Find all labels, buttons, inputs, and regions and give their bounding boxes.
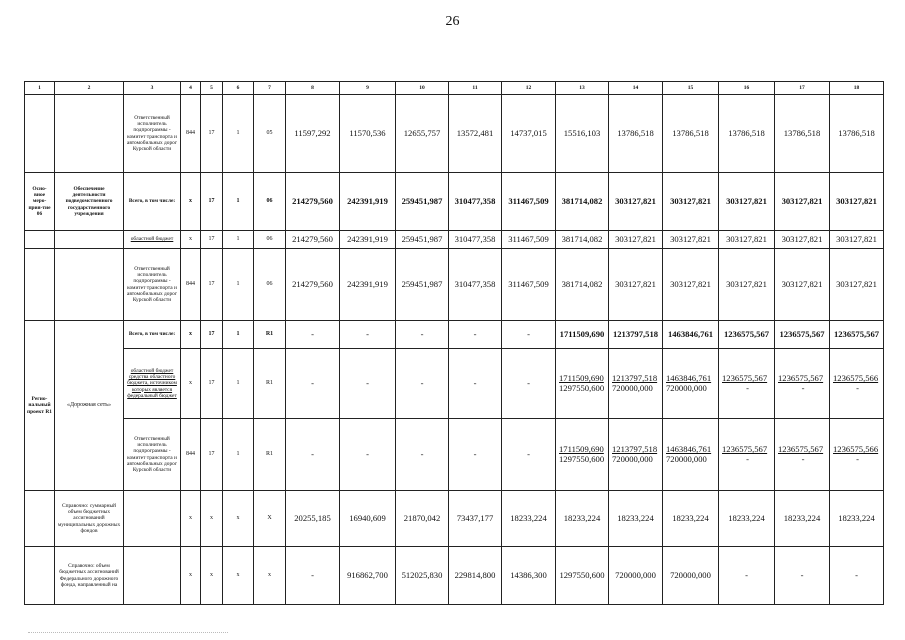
event-code-cell: Осно-вное меро-прия-тие 06 — [25, 173, 55, 231]
code-cell: x — [181, 491, 201, 547]
header-cell: 14 — [609, 82, 663, 95]
value-top: 1711509,690 — [559, 372, 604, 383]
value-cell — [719, 419, 775, 491]
header-cell: 10 — [396, 82, 449, 95]
header-cell: 18 — [830, 82, 884, 95]
value-top: 1236575,567 — [778, 372, 824, 383]
header-cell: 1 — [25, 82, 55, 95]
value-cell: 242391,919 — [340, 249, 396, 321]
code-cell: x — [201, 491, 223, 547]
value-bottom: 1297550,600 — [559, 453, 605, 464]
value-cell: 720000,000 — [663, 547, 719, 605]
header-cell: 7 — [254, 82, 286, 95]
value-cell: 311467,509 — [502, 249, 556, 321]
value-cell: - — [396, 349, 449, 419]
code-cell: 1 — [223, 95, 254, 173]
value-cell: 18233,224 — [719, 491, 775, 547]
executor-cell: Всего, в том числе: — [124, 173, 181, 231]
value-cell: 303127,821 — [719, 231, 775, 249]
event-name-cell: Обеспечение деятельности подведомственного государственного учреждения — [55, 173, 124, 231]
value-cell: - — [775, 547, 830, 605]
value-cell: 14737,015 — [502, 95, 556, 173]
table-row — [25, 419, 884, 491]
page-number: 26 — [445, 14, 460, 29]
value-top: 1463846,761 — [666, 443, 712, 454]
value-cell: 16940,609 — [340, 491, 396, 547]
value-cell: 303127,821 — [830, 173, 884, 231]
executor-cell: Ответственный исполнитель подпрограммы - комитет транспорта и автомобильных дорог Курской области — [124, 249, 181, 321]
header-cell: 5 — [201, 82, 223, 95]
value-bottom: - — [801, 453, 805, 464]
code-cell: x — [223, 491, 254, 547]
value-bottom: 1297550,600 — [559, 382, 605, 393]
value-cell: 242391,919 — [340, 231, 396, 249]
value-cell — [556, 419, 609, 491]
value-cell: 1236575,567 — [719, 321, 775, 349]
value-cell: - — [502, 349, 556, 419]
table-row — [25, 173, 884, 231]
value-cell: - — [719, 547, 775, 605]
code-cell: x — [201, 547, 223, 605]
table-row — [25, 321, 884, 349]
table-row — [25, 491, 884, 547]
code-cell: 844 — [181, 249, 201, 321]
value-cell: 214279,560 — [286, 249, 340, 321]
code-cell: 05 — [254, 95, 286, 173]
value-cell: - — [286, 321, 340, 349]
value-cell: 310477,358 — [449, 231, 502, 249]
value-cell: 1711509,690 — [556, 321, 609, 349]
code-cell: x — [181, 321, 201, 349]
value-cell: 13786,518 — [719, 95, 775, 173]
value-cell: 1463846,761 — [663, 321, 719, 349]
value-cell: - — [502, 321, 556, 349]
value-cell: 259451,987 — [396, 231, 449, 249]
code-cell: x — [181, 349, 201, 419]
value-bottom: 720000,000 — [666, 382, 707, 393]
value-cell: 18233,224 — [556, 491, 609, 547]
value-cell: - — [449, 349, 502, 419]
code-cell: 1 — [223, 321, 254, 349]
value-cell: 1297550,600 — [556, 547, 609, 605]
value-cell — [556, 349, 609, 419]
value-top: 1236575,566 — [833, 372, 879, 383]
value-cell: 18233,224 — [830, 491, 884, 547]
value-cell: 916862,700 — [340, 547, 396, 605]
value-cell: - — [340, 321, 396, 349]
value-cell: 303127,821 — [609, 249, 663, 321]
code-cell: 17 — [201, 321, 223, 349]
value-cell: 214279,560 — [286, 173, 340, 231]
header-cell: 16 — [719, 82, 775, 95]
event-code-cell — [25, 95, 55, 173]
code-cell: x — [223, 547, 254, 605]
event-name-cell: «Дорожная сеть» — [55, 321, 124, 491]
header-cell: 13 — [556, 82, 609, 95]
value-cell — [609, 419, 663, 491]
executor-cell: Ответственный исполнитель подпрограммы - комитет транспорта и автомобильных дорог Курской области — [124, 419, 181, 491]
table-row — [25, 249, 884, 321]
value-cell: - — [396, 321, 449, 349]
value-top: 1213797,518 — [612, 443, 658, 454]
value-cell: - — [396, 419, 449, 491]
value-top: 1463846,761 — [666, 372, 712, 383]
event-code-cell — [25, 231, 55, 249]
value-cell: 13786,518 — [663, 95, 719, 173]
table-row — [25, 547, 884, 605]
header-cell: 17 — [775, 82, 830, 95]
event-code-cell — [25, 491, 55, 547]
code-cell: x — [254, 547, 286, 605]
value-bottom: 720000,000 — [666, 453, 707, 464]
value-cell: 303127,821 — [775, 249, 830, 321]
value-cell: 73437,177 — [449, 491, 502, 547]
value-cell: 311467,509 — [502, 231, 556, 249]
value-cell: 11570,536 — [340, 95, 396, 173]
value-cell: 303127,821 — [663, 231, 719, 249]
value-cell: 11597,292 — [286, 95, 340, 173]
value-top: 1236575,567 — [778, 443, 824, 454]
value-cell — [609, 349, 663, 419]
value-cell: 303127,821 — [775, 231, 830, 249]
header-cell: 15 — [663, 82, 719, 95]
event-name-cell: Справочно: суммарный объем бюджетных ассигнований муниципальных дорожных фондов — [55, 491, 124, 547]
value-cell: 303127,821 — [830, 231, 884, 249]
budget-table — [24, 81, 884, 605]
value-cell: - — [449, 321, 502, 349]
event-name-cell — [55, 231, 124, 249]
value-cell: 720000,000 — [609, 547, 663, 605]
header-cell: 2 — [55, 82, 124, 95]
value-top: 1236575,566 — [833, 443, 879, 454]
header-cell: 8 — [286, 82, 340, 95]
header-cell: 12 — [502, 82, 556, 95]
table-row — [25, 95, 884, 173]
header-cell: 3 — [124, 82, 181, 95]
code-cell: 1 — [223, 173, 254, 231]
value-cell — [775, 349, 830, 419]
value-cell: 242391,919 — [340, 173, 396, 231]
code-cell: x — [181, 547, 201, 605]
value-cell: 259451,987 — [396, 249, 449, 321]
value-cell: 21870,042 — [396, 491, 449, 547]
value-bottom: - — [746, 453, 749, 464]
code-cell: x — [181, 173, 201, 231]
value-cell: 303127,821 — [775, 173, 830, 231]
footer-mark — [28, 632, 228, 636]
value-cell: - — [449, 419, 502, 491]
value-cell: - — [830, 547, 884, 605]
code-cell: 06 — [254, 231, 286, 249]
value-cell: - — [502, 419, 556, 491]
executor-cell — [124, 547, 181, 605]
value-cell: 381714,082 — [556, 173, 609, 231]
code-cell: 1 — [223, 419, 254, 491]
code-cell: x — [181, 231, 201, 249]
value-cell — [663, 419, 719, 491]
value-bottom: - — [856, 453, 859, 464]
value-cell: 1236575,567 — [830, 321, 884, 349]
value-cell: 13786,518 — [609, 95, 663, 173]
executor-cell: областной бюджет — [124, 231, 181, 249]
code-cell: 17 — [201, 95, 223, 173]
code-cell: 844 — [181, 419, 201, 491]
code-cell: 06 — [254, 173, 286, 231]
value-cell: 303127,821 — [719, 249, 775, 321]
value-cell: 259451,987 — [396, 173, 449, 231]
value-cell — [775, 419, 830, 491]
value-cell: - — [340, 419, 396, 491]
value-cell: 303127,821 — [609, 173, 663, 231]
value-cell — [830, 349, 884, 419]
value-cell: 303127,821 — [663, 173, 719, 231]
value-top: 1213797,518 — [612, 372, 658, 383]
value-cell: 18233,224 — [502, 491, 556, 547]
header-cell: 11 — [449, 82, 502, 95]
value-cell: 18233,224 — [609, 491, 663, 547]
value-cell: 303127,821 — [609, 231, 663, 249]
executor-cell — [124, 491, 181, 547]
value-cell: 13572,481 — [449, 95, 502, 173]
value-cell — [719, 349, 775, 419]
table-row — [25, 231, 884, 249]
value-cell: 13786,518 — [830, 95, 884, 173]
value-cell: 12655,757 — [396, 95, 449, 173]
value-cell: 310477,358 — [449, 249, 502, 321]
value-bottom: - — [746, 382, 749, 393]
event-code-cell: Регио-нальный проект R1 — [25, 321, 55, 491]
value-cell: 214279,560 — [286, 231, 340, 249]
code-cell: 17 — [201, 249, 223, 321]
value-cell: - — [286, 349, 340, 419]
value-top: 1711509,690 — [559, 443, 604, 454]
code-cell: 17 — [201, 419, 223, 491]
value-bottom: 720000,000 — [612, 382, 653, 393]
code-cell: 17 — [201, 173, 223, 231]
value-cell: - — [286, 547, 340, 605]
code-cell: 06 — [254, 249, 286, 321]
executor-cell: Ответственный исполнитель подпрограммы - комитет транспорта и автомобильных дорог Курской области — [124, 95, 181, 173]
value-cell: 1236575,567 — [775, 321, 830, 349]
code-cell: R1 — [254, 349, 286, 419]
code-cell: 17 — [201, 231, 223, 249]
code-cell: 1 — [223, 231, 254, 249]
code-cell: R1 — [254, 321, 286, 349]
header-cell: 6 — [223, 82, 254, 95]
value-cell: 381714,082 — [556, 249, 609, 321]
header-cell: 4 — [181, 82, 201, 95]
code-cell: X — [254, 491, 286, 547]
value-cell: - — [340, 349, 396, 419]
value-cell: 303127,821 — [830, 249, 884, 321]
header-row — [25, 82, 884, 95]
value-top: 1236575,567 — [722, 443, 768, 454]
code-cell: 1 — [223, 249, 254, 321]
event-code-cell — [25, 547, 55, 605]
table-row — [25, 349, 884, 419]
value-cell: 18233,224 — [663, 491, 719, 547]
event-name-cell — [55, 95, 124, 173]
value-bottom: - — [801, 382, 805, 393]
code-cell: 1 — [223, 349, 254, 419]
value-cell: 20255,185 — [286, 491, 340, 547]
value-cell: 303127,821 — [663, 249, 719, 321]
code-cell: R1 — [254, 419, 286, 491]
code-cell: 844 — [181, 95, 201, 173]
value-cell: 512025,830 — [396, 547, 449, 605]
event-name-cell: Справочно: объем бюджетных ассигнований Федерального дорожного фонда, направленный на — [55, 547, 124, 605]
value-cell — [663, 349, 719, 419]
value-cell: - — [286, 419, 340, 491]
value-cell: 13786,518 — [775, 95, 830, 173]
value-top: 1236575,567 — [722, 372, 768, 383]
value-bottom: - — [856, 382, 859, 393]
executor-cell: областной бюджет средства областного бюджета, источником которых является федеральный бюджет — [124, 349, 181, 419]
event-code-cell — [25, 249, 55, 321]
value-cell: 311467,509 — [502, 173, 556, 231]
value-cell: 381714,082 — [556, 231, 609, 249]
event-name-cell — [55, 249, 124, 321]
executor-cell: Всего, в том числе: — [124, 321, 181, 349]
code-cell: 17 — [201, 349, 223, 419]
value-cell: 229814,800 — [449, 547, 502, 605]
value-cell: 15516,103 — [556, 95, 609, 173]
value-cell: 303127,821 — [719, 173, 775, 231]
value-cell: 18233,224 — [775, 491, 830, 547]
value-cell: 14386,300 — [502, 547, 556, 605]
value-cell — [830, 419, 884, 491]
header-cell: 9 — [340, 82, 396, 95]
value-cell: 310477,358 — [449, 173, 502, 231]
value-cell: 1213797,518 — [609, 321, 663, 349]
value-bottom: 720000,000 — [612, 453, 653, 464]
